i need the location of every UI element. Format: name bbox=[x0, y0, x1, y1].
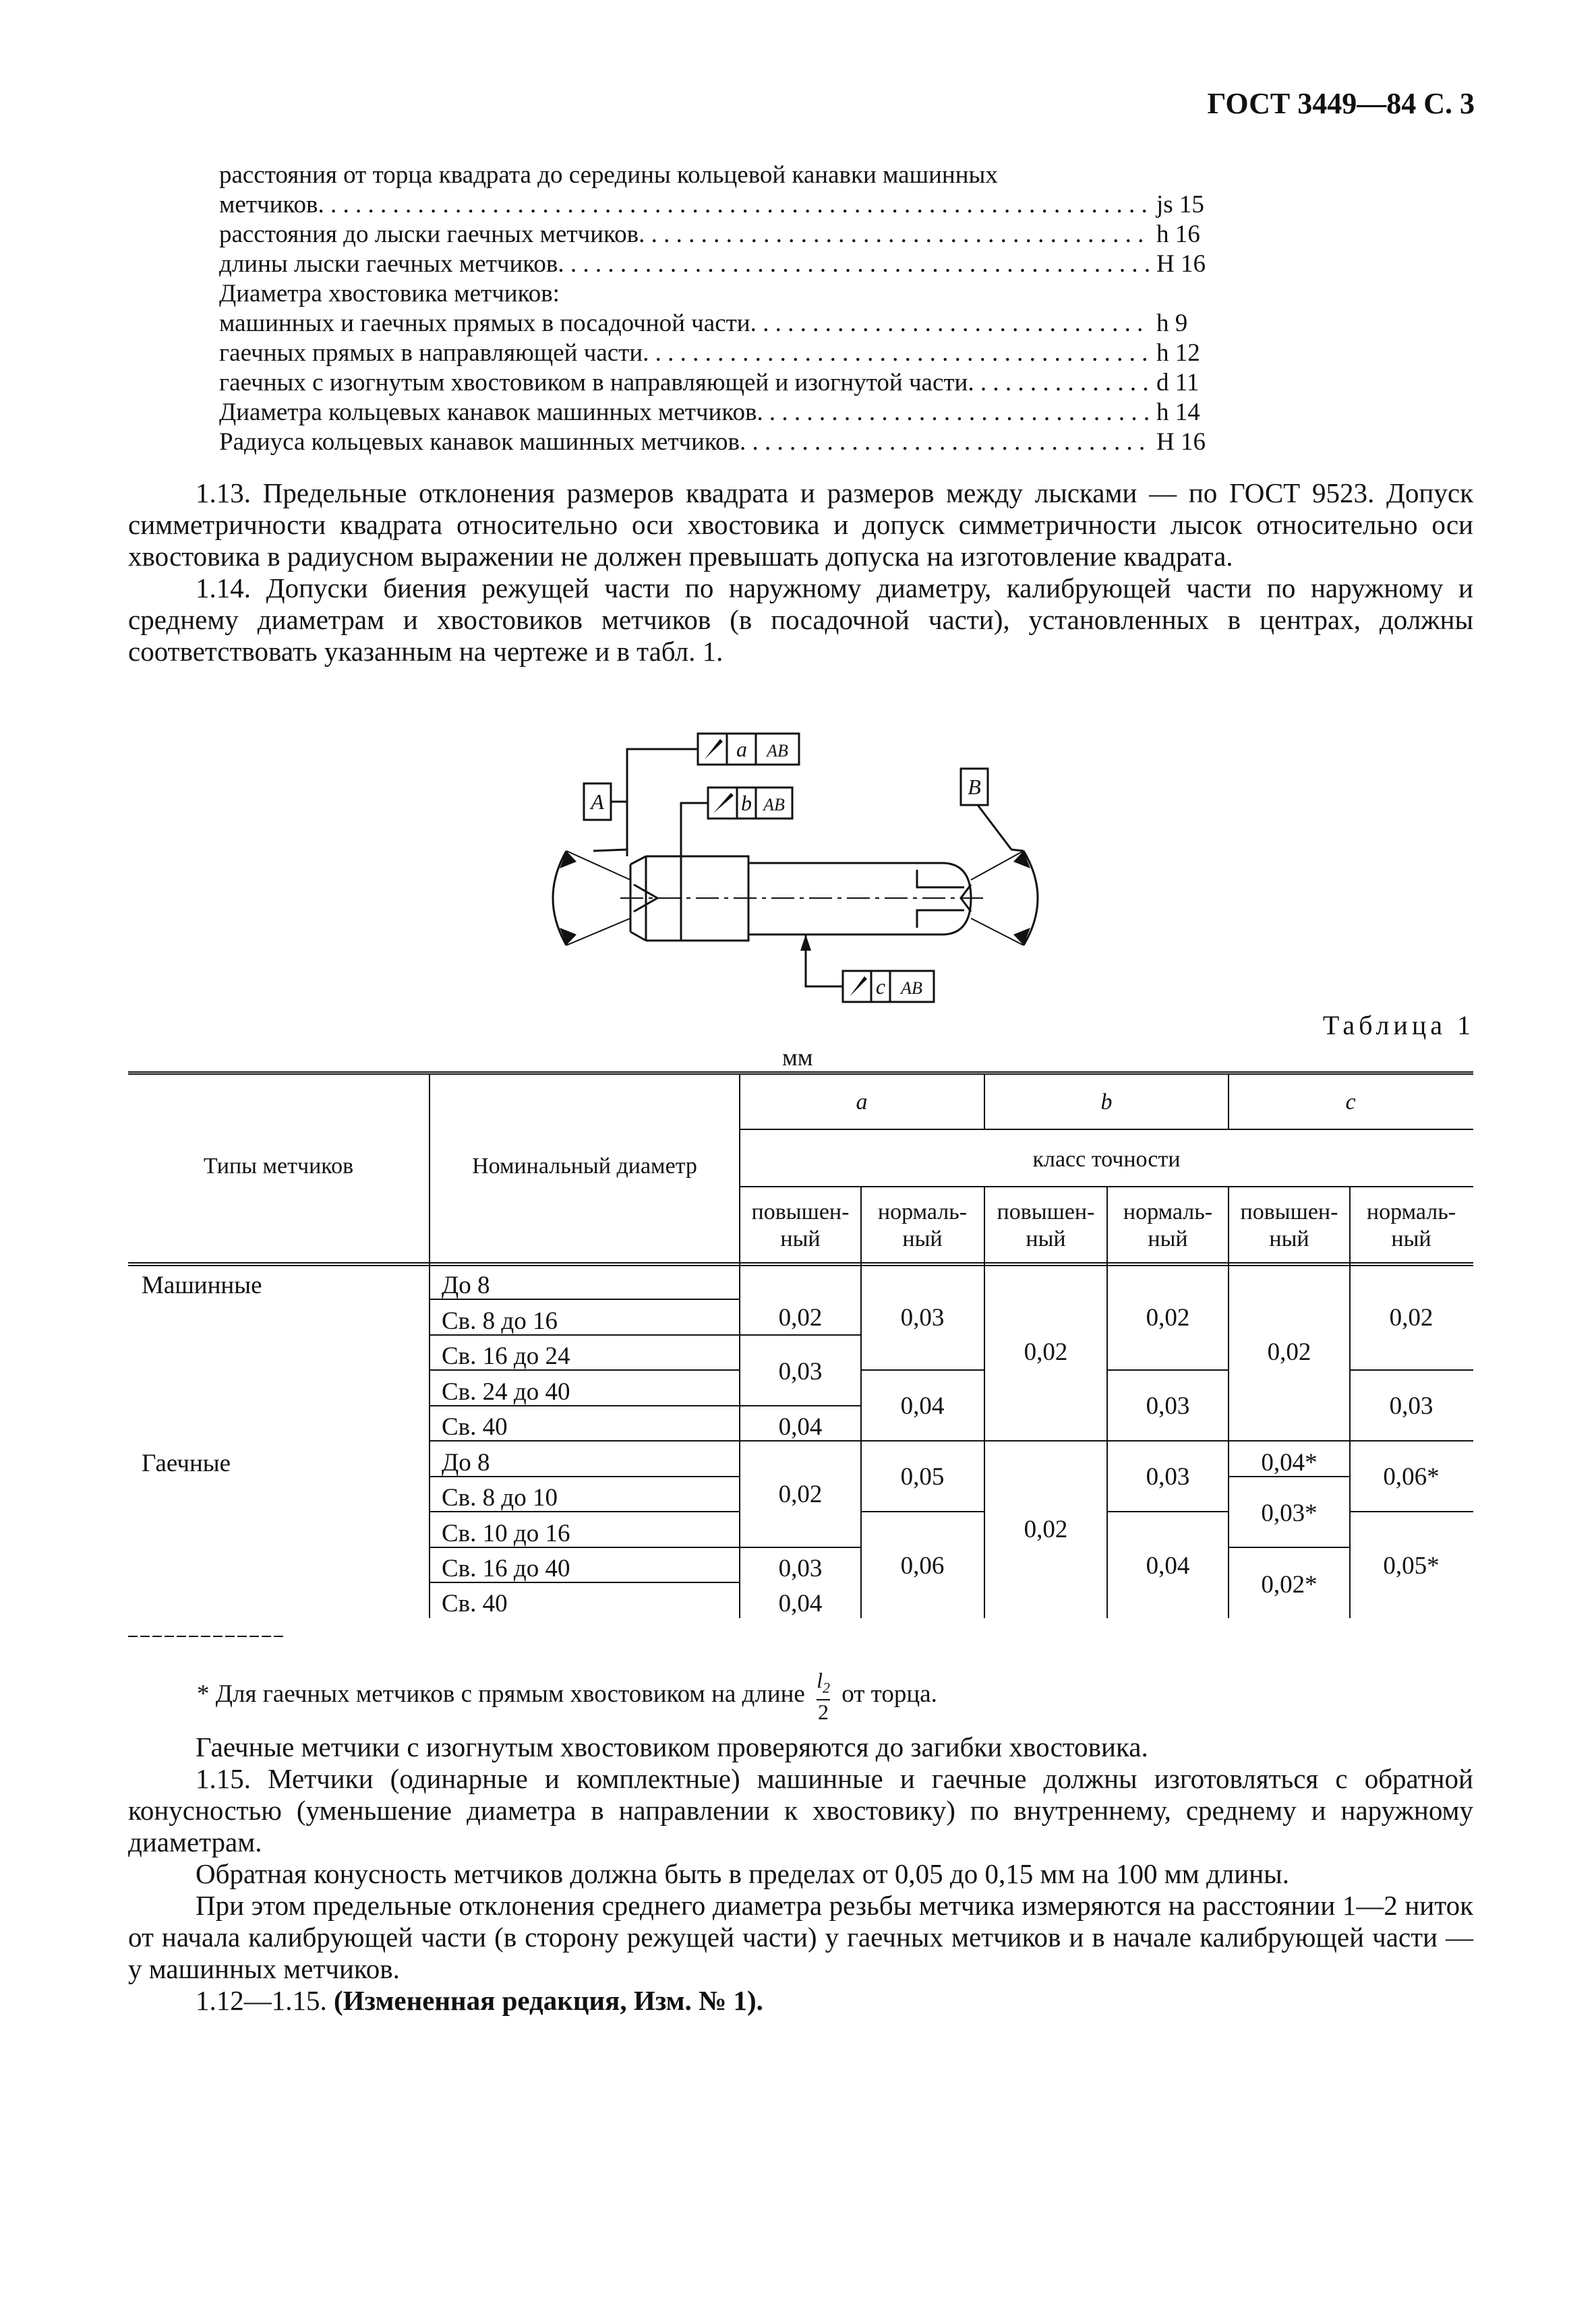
paragraph-block bbox=[128, 1731, 1473, 2017]
tolerance-line: Диаметра кольцевых канавок машинных метчиков . . . h 14 bbox=[219, 398, 1217, 427]
footnote-text: * Для гаечных метчиков с прямым хвостовиком на длине bbox=[197, 1680, 805, 1709]
header-raised: повышен- bbox=[1240, 1199, 1338, 1224]
header-b: b bbox=[1100, 1090, 1113, 1115]
value-cell: 0,03 bbox=[1146, 1392, 1190, 1420]
tolerance-line: Диаметра хвостовика метчиков: bbox=[219, 280, 560, 307]
tolerance-line: гаечных прямых в направляющей части . . . h 12 bbox=[219, 338, 1217, 368]
value-cell: 0,03 bbox=[900, 1304, 945, 1332]
frame-b-tolerance: b bbox=[741, 791, 752, 815]
frame-c-tolerance: c bbox=[875, 974, 886, 999]
paragraph: При этом предельные отклонения среднего диаметра резьбы метчика измеряются на расстоянии 1—2 ниток от начала калибрующей части (в сторону режущей части) у гаечных метчиков и в начале калибрующей части — у машинных метчиков. bbox=[128, 1890, 1473, 1984]
paragraph-1-15: 1.15. Метчики (одинарные и комплектные) машинные и гаечные должны изготовляться с обратной конусностью (уменьшение диаметра в направлении к хвостовику) по внутреннему, среднему и наружному диаметрам. bbox=[128, 1763, 1473, 1858]
value-cell: 0,02* bbox=[1261, 1571, 1318, 1599]
fraction-denominator: 2 bbox=[818, 1700, 829, 1725]
datum-b-label: B bbox=[968, 775, 981, 799]
fraction-numerator: l bbox=[817, 1668, 823, 1692]
tolerance-line: гаечных с изогнутым хвостовиком в направляющей и изогнутой части . . . d 11 bbox=[219, 368, 1217, 398]
value-cell: 0,02 bbox=[778, 1481, 823, 1508]
header-diameter: Номинальный диаметр bbox=[472, 1154, 697, 1179]
tolerance-line: расстояния от торца квадрата до середины кольцевой канавки машинных bbox=[219, 161, 998, 189]
diameter-cell: До 8 bbox=[442, 1272, 490, 1299]
diameter-cell: Св. 40 bbox=[442, 1413, 508, 1441]
diameter-cell: Св. 16 до 24 bbox=[442, 1342, 570, 1370]
value-cell: 0,06 bbox=[900, 1552, 945, 1580]
header-raised: повышен- bbox=[997, 1199, 1095, 1224]
header-raised: повышен- bbox=[751, 1199, 850, 1224]
diameter-cell: Св. 16 до 40 bbox=[442, 1555, 570, 1582]
value-cell: 0,04* bbox=[1261, 1449, 1318, 1477]
header-c: c bbox=[1345, 1090, 1356, 1115]
value-cell: 0,02 bbox=[1024, 1338, 1068, 1366]
header-raised: ный bbox=[1269, 1226, 1309, 1251]
diameter-cell: Св. 8 до 10 bbox=[442, 1484, 558, 1512]
value-cell: 0,03 bbox=[778, 1555, 823, 1582]
footnote-text: от торца. bbox=[841, 1680, 937, 1709]
value-cell: 0,03* bbox=[1261, 1500, 1318, 1527]
diameter-cell: Св. 40 bbox=[442, 1590, 508, 1617]
footnote-fraction bbox=[817, 1669, 830, 1723]
header-normal: ный bbox=[1391, 1226, 1431, 1251]
value-cell: 0,02 bbox=[1146, 1304, 1190, 1332]
tolerance-line: машинных и гаечных прямых в посадочной части . . . h 9 bbox=[219, 309, 1217, 338]
frame-a-tolerance: a bbox=[736, 737, 747, 761]
value-cell: 0,03 bbox=[1146, 1463, 1190, 1491]
header-a: a bbox=[856, 1090, 868, 1115]
value-cell: 0,05 bbox=[900, 1463, 945, 1491]
table-caption: Таблица 1 bbox=[1322, 1010, 1475, 1040]
diameter-cell: Св. 8 до 16 bbox=[442, 1307, 558, 1335]
tolerance-line: Радиуса кольцевых канавок машинных метчиков . . . H 16 bbox=[219, 427, 1217, 457]
value-cell: 0,03 bbox=[778, 1358, 823, 1386]
value-cell: 0,02 bbox=[778, 1304, 823, 1332]
row-group-nut: Гаечные bbox=[142, 1450, 231, 1477]
tolerance-line: длины лыски гаечных метчиков . . . H 16 bbox=[219, 249, 1217, 279]
frame-a-datums: AB bbox=[767, 741, 788, 761]
page-header: ГОСТ 3449—84 С. 3 bbox=[1207, 87, 1475, 120]
value-cell: 0,03 bbox=[1389, 1392, 1434, 1420]
value-cell: 0,04 bbox=[1146, 1552, 1190, 1580]
tolerance-line: метчиков . . . js 15 bbox=[219, 190, 1217, 220]
frame-c-datums: AB bbox=[901, 978, 922, 998]
frame-b-datums: AB bbox=[763, 795, 785, 814]
paragraph: Обратная конусность метчиков должна быть в пределах от 0,05 до 0,15 мм на 100 мм длины. bbox=[196, 1858, 1289, 1889]
value-cell: 0,05* bbox=[1383, 1552, 1440, 1580]
header-raised: ный bbox=[1026, 1226, 1066, 1251]
header-normal: нормаль- bbox=[1366, 1199, 1456, 1224]
diameter-cell: До 8 bbox=[442, 1449, 490, 1477]
row-group-machine: Машинные bbox=[142, 1272, 262, 1299]
header-normal: нормаль- bbox=[1123, 1199, 1213, 1224]
value-cell: 0,02 bbox=[1267, 1338, 1311, 1366]
diameter-cell: Св. 24 до 40 bbox=[442, 1378, 570, 1406]
header-types: Типы метчиков bbox=[203, 1154, 354, 1179]
value-cell: 0,04 bbox=[778, 1590, 823, 1617]
header-normal: ный bbox=[1148, 1226, 1188, 1251]
header-raised: ный bbox=[780, 1226, 821, 1251]
header-normal: нормаль- bbox=[877, 1199, 968, 1224]
fraction-subscript: 2 bbox=[823, 1679, 830, 1696]
diameter-cell: Св. 10 до 16 bbox=[442, 1520, 570, 1547]
amendment-bold: (Измененная редакция, Изм. № 1). bbox=[334, 1985, 763, 2016]
datum-a-label: A bbox=[591, 790, 604, 814]
table-unit: мм bbox=[782, 1044, 813, 1071]
amendment-note: 1.12—1.15. (Измененная редакция, Изм. № 1). bbox=[196, 1985, 763, 2016]
value-cell: 0,04 bbox=[778, 1413, 823, 1441]
table-footnote bbox=[197, 1669, 937, 1723]
paragraph: Гаечные метчики с изогнутым хвостовиком проверяются до загибки хвостовика. bbox=[196, 1731, 1148, 1762]
value-cell: 0,04 bbox=[900, 1392, 945, 1420]
tolerance-line: расстояния до лыски гаечных метчиков . . . h 16 bbox=[219, 220, 1217, 249]
value-cell: 0,02 bbox=[1389, 1304, 1434, 1332]
value-cell: 0,06* bbox=[1383, 1463, 1440, 1491]
header-accuracy-class: класс точности bbox=[1032, 1147, 1181, 1172]
paragraph-1-13: 1.13. Предельные отклонения размеров квадрата и размеров между лысками — по ГОСТ 9523. Допуск симметричности квадрата относительно оси хвостовика и допуск симметричности лысок относительно оси хвостовика в радиусном выражении не должен превышать допуска на изготовление квадрата. bbox=[128, 477, 1473, 572]
header-normal: ный bbox=[902, 1226, 943, 1251]
paragraph-1-14: 1.14. Допуски биения режущей части по наружному диаметру, калибрующей части по наружному и среднему диаметрам и хвостовиков метчиков (в посадочной части), установленных в центрах, должны соответствовать указанным на чертеже и в табл. 1. bbox=[128, 572, 1473, 667]
value-cell: 0,02 bbox=[1024, 1516, 1068, 1543]
